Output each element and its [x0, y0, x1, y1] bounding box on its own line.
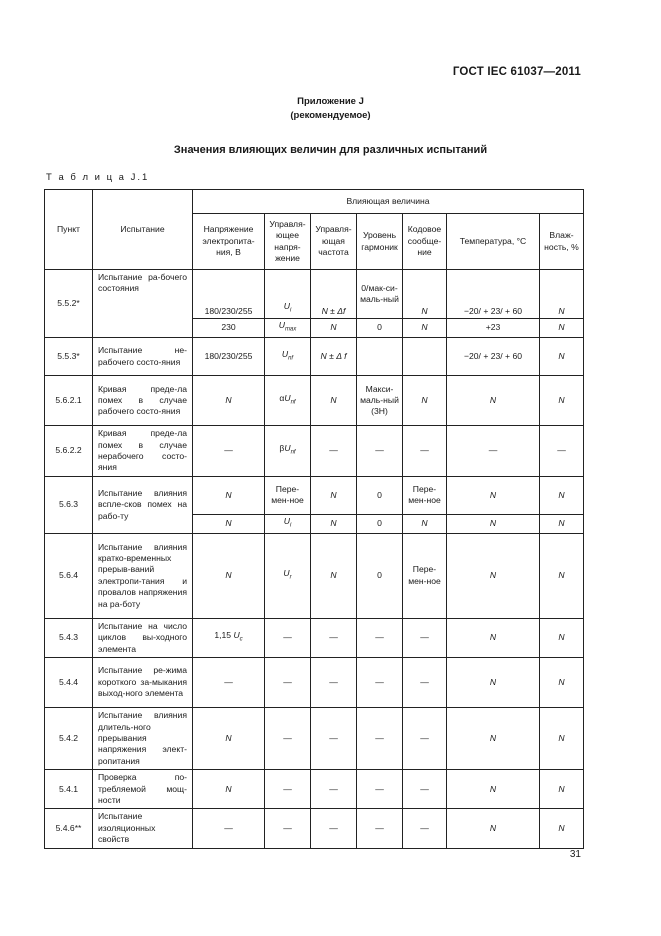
col-voltage: Напряжение электропита-ния, В — [193, 214, 265, 270]
table-row — [45, 533, 584, 618]
cell-temp: N — [447, 658, 540, 708]
cell-humidity: N — [540, 376, 584, 426]
table-row — [45, 809, 584, 848]
col-humidity: Влаж-ность, % — [540, 214, 584, 270]
cell-test: Испытание изоляционных свойств — [93, 809, 193, 848]
cell-code: — — [403, 770, 447, 809]
cell-test: Кривая преде-ла помех в случае нерабочего состо-яния — [93, 426, 193, 477]
col-code: Кодовое сообще-ние — [403, 214, 447, 270]
cell-ctrl-freq: N — [311, 476, 357, 514]
col-ctrl-voltage: Управля-ющее напря-жение — [265, 214, 311, 270]
table-row — [45, 770, 584, 809]
cell-voltage: 180/230/255 — [193, 270, 265, 319]
cell-code: — — [403, 708, 447, 770]
table-row — [45, 270, 584, 319]
cell-harmonic: 0 — [357, 319, 403, 338]
cell-code: — — [403, 809, 447, 848]
influence-table — [44, 189, 584, 849]
cell-test: Проверка по-требляемой мощ-ности — [93, 770, 193, 809]
col-item: Пункт — [45, 190, 93, 270]
cell-humidity: N — [540, 476, 584, 514]
cell-ctrl-voltage: $U_{nf}$ — [265, 338, 311, 376]
cell-temp: N — [447, 376, 540, 426]
cell-harmonic: 0/мак-си-маль-ный — [357, 270, 403, 319]
cell-test: Испытание на число циклов вы-ходного элемента — [93, 618, 193, 657]
table-row — [45, 618, 584, 657]
cell-code: Пере-мен-ное — [403, 476, 447, 514]
table-row — [45, 376, 584, 426]
cell-harmonic: — — [357, 426, 403, 477]
cell-ctrl-voltage: $\alpha U_{nf}$ — [265, 376, 311, 426]
cell-temp: N — [447, 809, 540, 848]
cell-code — [403, 338, 447, 376]
cell-temp: — — [447, 426, 540, 477]
cell-ctrl-freq: — — [311, 809, 357, 848]
cell-test: Испытание влияния длитель-ного прерывания напряжения элект-ропитания — [93, 708, 193, 770]
cell-voltage: 1,15 $U_c$ — [193, 618, 265, 657]
cell-code: — — [403, 618, 447, 657]
annex-heading — [0, 95, 661, 123]
cell-code: Пере-мен-ное — [403, 533, 447, 618]
cell-test: Испытание не-рабочего состо-яния — [93, 338, 193, 376]
cell-ctrl-voltage: — — [265, 708, 311, 770]
cell-ctrl-voltage: $U_{max}$ — [265, 319, 311, 338]
cell-voltage: — — [193, 426, 265, 477]
cell-voltage: N — [193, 533, 265, 618]
cell-ctrl-freq: N — [311, 514, 357, 533]
cell-item: 5.4.4 — [45, 658, 93, 708]
col-group-influence: Влияющая величина — [193, 190, 584, 214]
cell-item: 5.6.3 — [45, 476, 93, 533]
cell-humidity: N — [540, 270, 584, 319]
cell-temp: +23 — [447, 319, 540, 338]
cell-item: 5.4.6** — [45, 809, 93, 848]
cell-ctrl-voltage: Пере-мен-ное — [265, 476, 311, 514]
cell-ctrl-voltage: — — [265, 618, 311, 657]
col-temp: Температура, °С — [447, 214, 540, 270]
cell-code: — — [403, 426, 447, 477]
cell-item: 5.6.2.2 — [45, 426, 93, 477]
cell-voltage: N — [193, 514, 265, 533]
cell-ctrl-freq: — — [311, 770, 357, 809]
cell-voltage: N — [193, 476, 265, 514]
table-row — [45, 658, 584, 708]
document-header: ГОСТ IEC 61037—2011 — [452, 66, 581, 78]
cell-temp: N — [447, 618, 540, 657]
cell-harmonic: 0 — [357, 533, 403, 618]
cell-humidity: N — [540, 809, 584, 848]
cell-voltage: 180/230/255 — [193, 338, 265, 376]
cell-ctrl-freq: N ± Δf — [311, 270, 357, 319]
cell-voltage: 230 — [193, 319, 265, 338]
cell-humidity: N — [540, 514, 584, 533]
table-row — [45, 708, 584, 770]
cell-test: Испытание влияния кратко-временных прерыв-ваний электропи-тания и провалов напряжения на ра-боту — [93, 533, 193, 618]
cell-harmonic: — — [357, 658, 403, 708]
cell-voltage: — — [193, 809, 265, 848]
cell-test: Кривая преде-ла помех в случае рабочего состо-яния — [93, 376, 193, 426]
cell-humidity: N — [540, 319, 584, 338]
cell-item: 5.6.2.1 — [45, 376, 93, 426]
cell-ctrl-voltage: $U_r$ — [265, 533, 311, 618]
cell-voltage: N — [193, 708, 265, 770]
cell-item: 5.5.2* — [45, 270, 93, 338]
cell-ctrl-voltage: $U_i$ — [265, 270, 311, 319]
cell-test: Испытание ра-бочего состояния — [93, 270, 193, 338]
cell-ctrl-voltage: $\beta U_{nf}$ — [265, 426, 311, 477]
cell-item: 5.4.2 — [45, 708, 93, 770]
cell-code: N — [403, 376, 447, 426]
cell-harmonic — [357, 338, 403, 376]
cell-harmonic: — — [357, 708, 403, 770]
cell-temp: N — [447, 514, 540, 533]
cell-humidity: N — [540, 533, 584, 618]
table-label: Т а б л и ц а J.1 — [46, 172, 150, 183]
cell-voltage: — — [193, 658, 265, 708]
cell-harmonic: — — [357, 809, 403, 848]
cell-ctrl-freq: N — [311, 376, 357, 426]
cell-harmonic: — — [357, 770, 403, 809]
cell-item: 5.4.1 — [45, 770, 93, 809]
table-row — [45, 426, 584, 477]
cell-ctrl-voltage: $U_i$ — [265, 514, 311, 533]
cell-harmonic: 0 — [357, 514, 403, 533]
cell-voltage: N — [193, 376, 265, 426]
cell-ctrl-freq: N ± Δ f — [311, 338, 357, 376]
cell-temp: −20/ + 23/ + 60 — [447, 338, 540, 376]
cell-ctrl-freq: N — [311, 319, 357, 338]
cell-ctrl-freq: N — [311, 533, 357, 618]
cell-humidity: N — [540, 618, 584, 657]
cell-item: 5.6.4 — [45, 533, 93, 618]
cell-temp: N — [447, 708, 540, 770]
cell-temp: N — [447, 533, 540, 618]
cell-harmonic: Макси-маль-ный (3Н) — [357, 376, 403, 426]
cell-item: 5.4.3 — [45, 618, 93, 657]
cell-ctrl-voltage: — — [265, 658, 311, 708]
cell-temp: N — [447, 476, 540, 514]
col-test: Испытание — [93, 190, 193, 270]
cell-humidity: N — [540, 770, 584, 809]
cell-code: N — [403, 319, 447, 338]
page-number: 31 — [569, 849, 581, 860]
cell-code: N — [403, 270, 447, 319]
cell-humidity: — — [540, 426, 584, 477]
cell-ctrl-freq: — — [311, 708, 357, 770]
cell-harmonic: 0 — [357, 476, 403, 514]
cell-harmonic: — — [357, 618, 403, 657]
cell-code: — — [403, 658, 447, 708]
cell-ctrl-freq: — — [311, 618, 357, 657]
annex-title: Приложение J — [297, 96, 364, 107]
cell-test: Испытание ре-жима короткого за-мыкания выход-ного элемента — [93, 658, 193, 708]
table-row — [45, 476, 584, 514]
cell-item: 5.5.3* — [45, 338, 93, 376]
cell-test: Испытание влияния вспле-сков помех на рабо-ту — [93, 476, 193, 533]
cell-ctrl-voltage: — — [265, 809, 311, 848]
cell-temp: N — [447, 770, 540, 809]
cell-temp: −20/ + 23/ + 60 — [447, 270, 540, 319]
cell-humidity: N — [540, 708, 584, 770]
cell-humidity: N — [540, 658, 584, 708]
cell-voltage: N — [193, 770, 265, 809]
cell-ctrl-voltage: — — [265, 770, 311, 809]
table-title: Значения влияющих величин для различных испытаний — [173, 144, 488, 156]
col-harmonic: Уровень гармоник — [357, 214, 403, 270]
cell-ctrl-freq: — — [311, 658, 357, 708]
cell-code: N — [403, 514, 447, 533]
cell-ctrl-freq: — — [311, 426, 357, 477]
col-ctrl-freq: Управля-ющая частота — [311, 214, 357, 270]
cell-humidity: N — [540, 338, 584, 376]
annex-status: (рекомендуемое) — [290, 110, 371, 121]
table-row — [45, 338, 584, 376]
